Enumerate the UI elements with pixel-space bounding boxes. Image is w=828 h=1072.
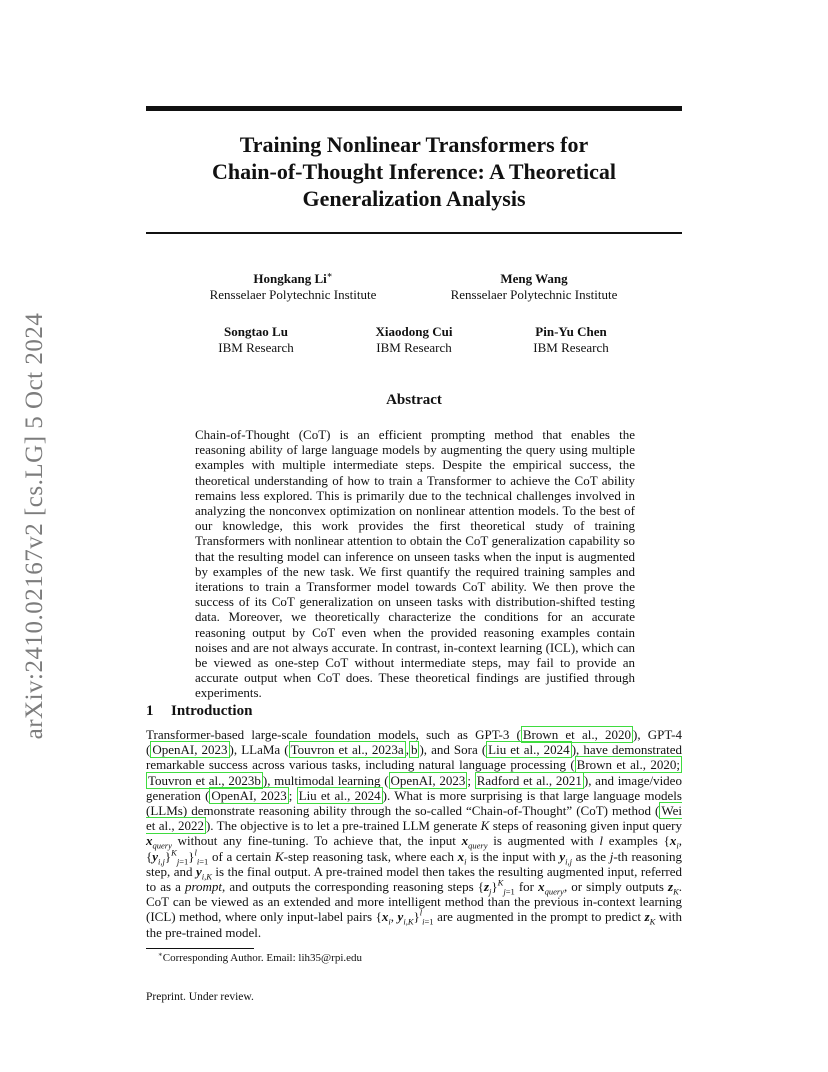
math-symbol: y	[195, 863, 202, 879]
author-block	[511, 324, 631, 356]
title-line-1: Training Nonlinear Transformers for	[239, 132, 589, 157]
math-symbol: j	[609, 848, 614, 864]
abstract-text: Chain-of-Thought (CoT) is an efficient prompting method that enables the reasoning ability of large language models by augmenting the query using multiple examples with multiple intermediate steps. Despite the empirical success, the theoretical understanding of how to train a Transformer to achieve the CoT ability remains less explored. This is primarily due to the technical challenges involved in analyzing the nonconvex optimization on nonlinear attention models. To the best of our knowledge, this work provides the first theoretical study of training Transformers with nonlinear attention to obtain the CoT generalization capability so that the resulting model can inference on unseen tasks when the input is augmented by examples of the new task. We first quantify the required training samples and iterations to train a Transformer model towards CoT ability. We then prove the success of its CoT generalization on unseen tasks with distribution-shifted testing data. Moreover, we theoretically characterize the conditions for an accurate reasoning output by CoT even when the provided reasoning examples contain noises and are not always accurate. In contrast, in-context learning (ICL), which can be viewed as one-step CoT without intermediate steps, may fail to provide an accurate output when CoT does. These theoretical findings are justified through experiments.	[195, 427, 635, 701]
math-symbol: l	[599, 833, 603, 849]
author-affiliation: Rensselaer Polytechnic Institute	[450, 287, 618, 302]
math-symbol: x	[461, 833, 469, 849]
abstract-heading: Abstract	[386, 392, 442, 408]
author-name: Meng Wang	[500, 271, 568, 286]
section-heading	[146, 703, 252, 720]
author-block	[354, 324, 474, 356]
author-affiliation: IBM Research	[218, 340, 294, 355]
footnote-rule	[146, 948, 254, 949]
math-symbol: x	[457, 848, 465, 864]
title-line-2: Chain-of-Thought Inference: A Theoretical	[212, 159, 616, 184]
title-line-3: Generalization Analysis	[302, 186, 526, 211]
corresponding-author-mark[interactable]: ∗	[326, 269, 333, 280]
math-symbol: x	[538, 879, 545, 895]
author-affiliation: IBM Research	[533, 340, 609, 355]
citation-link[interactable]: b	[410, 742, 418, 758]
paper-title	[146, 131, 682, 212]
citation-link[interactable]: Brown et al., 2020;	[576, 757, 680, 773]
citation-link[interactable]: Radford et al., 2021	[476, 772, 582, 788]
citation-link[interactable]: OpenAI, 2023	[152, 742, 228, 758]
introduction-paragraph: Transformer-based large-scale foundation models, such as GPT-3 ( Brown et al., 2020 ), GPT-4 ( OpenAI, 2023 ), LLaMa ( Touvron et al., 2023a , b ), and Sora ( Liu et al., 2024 ), have demonstrated remarkable success across various tasks, including natural language processing ( Brown et al., 2020; Touvron et al., 2023b ), multimodal learning ( OpenAI, 2023 ; Radford et al., 2021 ), and image/video generation ( OpenAI, 2023 ; Liu et al., 2024 ). What is more surprising is that large language models (LLMs) demonstrate reasoning ability through the so-called “Chain-of-Thought” (CoT) method ( Wei et al., 2022 ). The objective is to let a pre-trained LLM generate K steps of reasoning given input query $x_{query}$ without any fine-tuning. To achieve that, the input $x_{query}$ is augmented with l examples {$x_i$, $\{y_{i,j}\}^K_{j=1}\}^l_{i=1}$ of a certain K-step reasoning task, where each $x_i$ is the input with $y_{i,j}$ as the j-th reasoning step, and $y_{i,K}$ is the final output. A pre-trained model then takes the resulting augmented input, referred to as a prompt, and outputs the corresponding reasoning steps $\{z_j\}^K_{j=1}$ for $x_{query}$, or simply outputs $z_K$. CoT can be viewed as an extended and more intelligent method than the previous in-context learning (ICL) method, where only input-label pairs {$x_i$, $y_{i,K}\}^l_{i=1}$ are augmented in the prompt to predict $z_K$ with the pre-trained model.	[146, 727, 683, 940]
arxiv-id[interactable]: arXiv:2410.02167v2 [cs.LG] 5 Oct 2024	[21, 312, 48, 740]
author-affiliation: IBM Research	[376, 340, 452, 355]
section-title: Introduction	[171, 703, 253, 719]
math-symbol: z	[644, 909, 650, 925]
title-bottom-rule	[146, 232, 682, 234]
math-expression: $\{z_j\}^K_{j=1}$	[477, 877, 515, 897]
preprint-note: Preprint. Under review.	[146, 991, 254, 1003]
author-block	[196, 324, 316, 356]
math-symbol: z	[668, 879, 674, 895]
math-symbol: x	[146, 833, 153, 849]
math-symbol: K	[274, 848, 284, 864]
citation-link[interactable]: Touvron et al., 2023b	[148, 772, 261, 788]
title-top-rule	[146, 106, 682, 111]
math-symbol: y	[559, 848, 566, 864]
math-expression: {$x_i$, $y_{i,K}\}^l_{i=1}$	[375, 908, 434, 928]
citation-link[interactable]: Brown et al., 2020	[522, 727, 632, 742]
math-symbol: K	[480, 818, 490, 834]
math-expression: {$x_i$, $\{y_{i,j}\}^K_{j=1}\}^l_{i=1}$	[146, 833, 682, 867]
author-block	[193, 271, 393, 303]
section-number: 1	[146, 703, 154, 719]
author-affiliation: Rensselaer Polytechnic Institute	[209, 287, 377, 302]
citation-link[interactable]: OpenAI, 2023	[211, 787, 287, 803]
footnote: ∗Corresponding Author. Email: lih35@rpi.edu	[158, 950, 363, 964]
author-name: Pin-Yu Chen	[535, 324, 607, 339]
citation-link[interactable]: Liu et al., 2024	[298, 787, 381, 803]
citation-link[interactable]: Touvron et al., 2023a	[290, 742, 404, 758]
author-name: Xiaodong Cui	[375, 324, 453, 339]
author-block	[434, 271, 634, 303]
author-name: Hongkang Li∗	[253, 269, 333, 286]
citation-link[interactable]: Liu et al., 2024	[488, 742, 570, 758]
author-name: Songtao Lu	[224, 324, 288, 339]
citation-link[interactable]: OpenAI, 2023	[390, 772, 466, 788]
citation-link[interactable]: Wei et al., 2022	[146, 803, 682, 834]
